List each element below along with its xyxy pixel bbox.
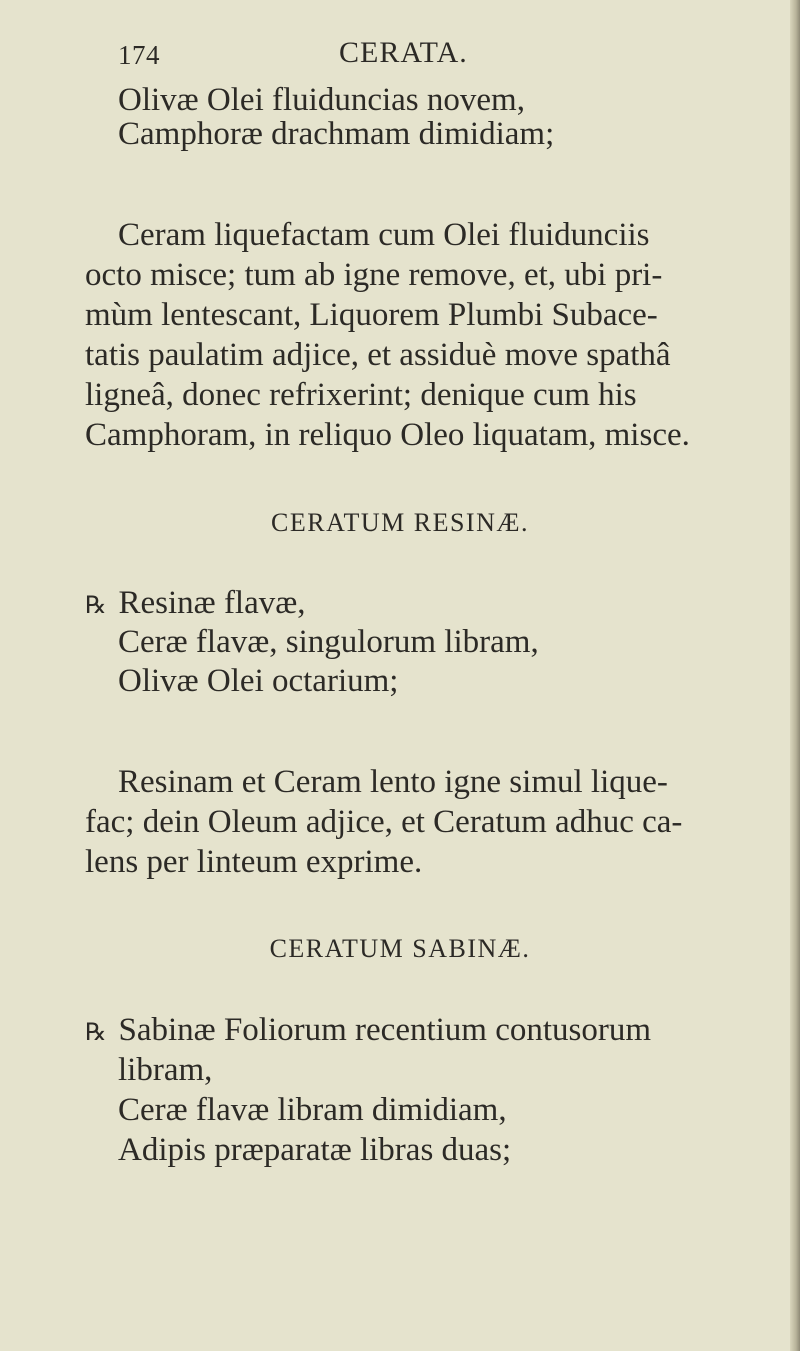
running-title: CERATA.: [339, 36, 468, 69]
text-line: Camphoram, in reliquo Oleo liquatam, misce.: [85, 417, 690, 453]
section-heading-sabinae: CERATUM SABINÆ.: [269, 934, 531, 963]
page-number: 174: [118, 40, 160, 70]
text-line: Resinam et Ceram lento igne simul lique-: [118, 764, 668, 800]
ingredient-text: Sabinæ Foliorum recentium contusorum: [118, 1012, 652, 1048]
text-line: Ceram liquefactam cum Olei fluidunciis: [118, 217, 650, 253]
text-line: tatis paulatim adjice, et assiduè move spathâ: [85, 337, 671, 373]
ingredient-line: Olivæ Olei fluiduncias novem,: [118, 82, 525, 118]
recipe-symbol-icon: ℞: [85, 1018, 107, 1046]
text-line: mùm lentescant, Liquorem Plumbi Subace-: [85, 297, 658, 333]
ingredient-line: Olivæ Olei octarium;: [118, 663, 399, 699]
ingredient-line: Ceræ flavæ libram dimidiam,: [118, 1092, 507, 1128]
text-line: lens per linteum exprime.: [85, 844, 423, 880]
text-line: fac; dein Oleum adjice, et Ceratum adhuc ca-: [85, 804, 683, 840]
section-heading-resinae: CERATUM RESINÆ.: [271, 508, 529, 537]
page-edge-shadow: [790, 0, 800, 1351]
ingredient-line: [85, 1010, 651, 1052]
text-line: ligneâ, donec refrixerint; denique cum his: [85, 377, 637, 413]
ingredient-line: [85, 583, 306, 625]
recipe-symbol-icon: ℞: [85, 591, 107, 619]
ingredient-line: Adipis præparatæ libras duas;: [118, 1132, 512, 1168]
ingredient-text: Resinæ flavæ,: [118, 585, 306, 621]
ingredient-line: Camphoræ drachmam dimidiam;: [118, 116, 555, 152]
ingredient-line: libram,: [118, 1052, 213, 1088]
text-line: octo misce; tum ab igne remove, et, ubi pri-: [85, 257, 663, 293]
ingredient-line: Ceræ flavæ, singulorum libram,: [118, 624, 539, 660]
